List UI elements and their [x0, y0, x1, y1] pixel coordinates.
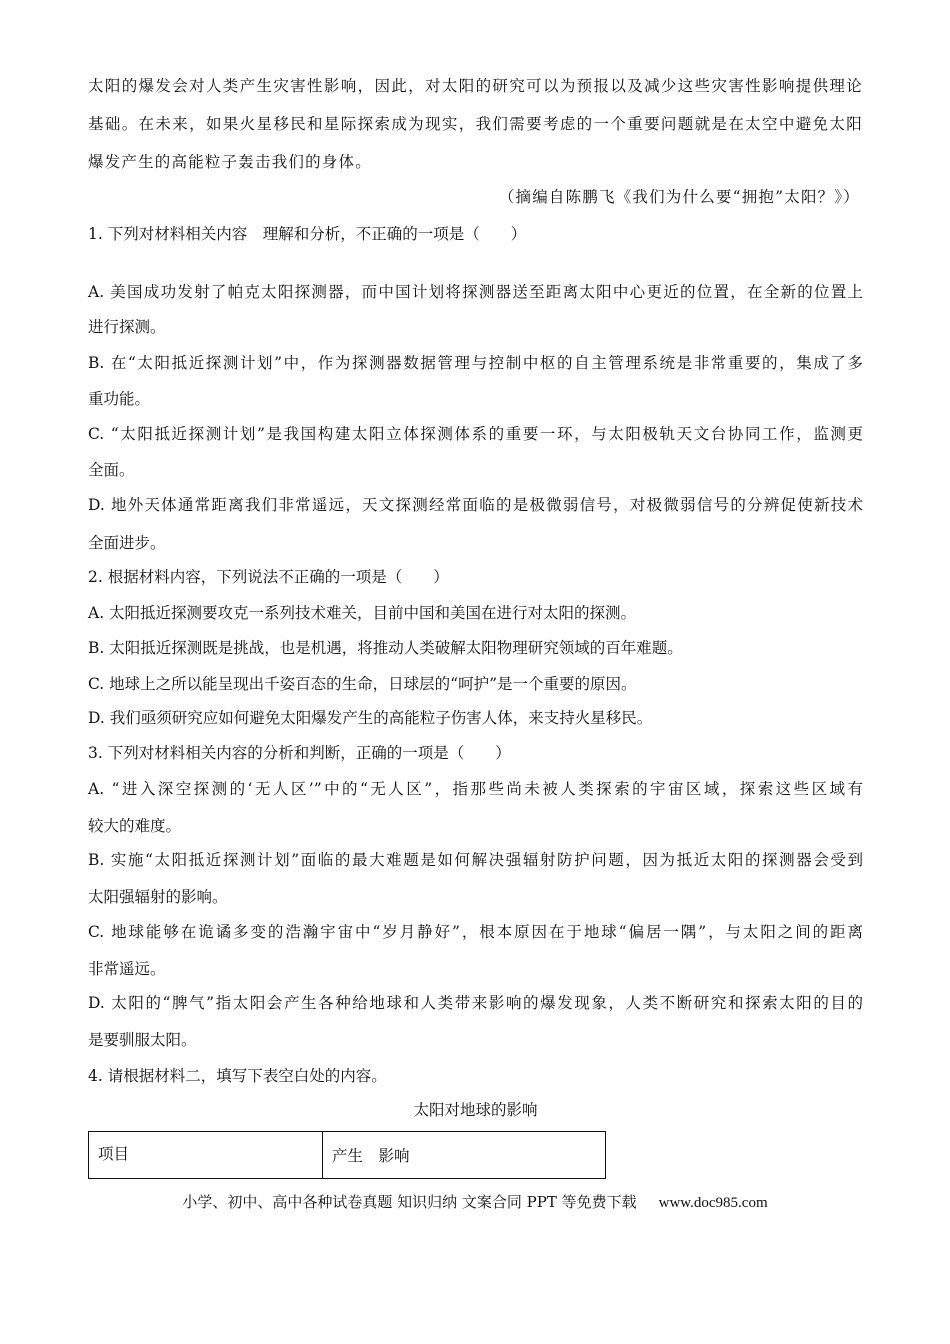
option-line: D. 地外天体通常距离我们非常遥远，天文探测经常面临的是极微弱信号，对极微弱信号的分辨促使新技术: [88, 496, 863, 514]
influence-table: [88, 1131, 606, 1179]
table-header-cell: 项目: [89, 1132, 323, 1179]
option-line: A. 美国成功发射了帕克太阳探测器，而中国计划将探测器送至距离太阳中心更近的位置，在全新的位置上: [88, 283, 863, 301]
option-line: 太阳强辐射的影响。: [88, 888, 228, 906]
option-line: 是要驯服太阳。: [88, 1031, 197, 1049]
table-caption: 太阳对地球的影响: [413, 1101, 538, 1119]
question-stem: 3. 下列对材料相关内容的分析和判断，正确的一项是（ ）: [88, 744, 511, 762]
option-line: 较大的难度。: [88, 817, 182, 835]
option-line: C. 地球上之所以能呈现出千姿百态的生命，日球层的“呵护”是一个重要的原因。: [88, 675, 637, 693]
option-line: A. 太阳抵近探测要攻克一系列技术难关，目前中国和美国在进行对太阳的探测。: [88, 604, 637, 622]
option-line: B. 太阳抵近探测既是挑战，也是机遇，将推动人类破解太阳物理研究领域的百年难题。: [88, 639, 683, 657]
option-line: A. “进入深空探测的‘无人区’”中的“无人区”，指那些尚未被人类探索的宇宙区域，探索这些区域有: [88, 780, 863, 798]
option-line: 全面。: [88, 461, 135, 479]
option-line: C. “太阳抵近探测计划”是我国构建太阳立体探测体系的重要一环，与太阳极轨天文台协同工作，监测更: [88, 425, 863, 443]
option-line: D. 我们亟须研究应如何避免太阳爆发产生的高能粒子伤害人体，来支持火星移民。: [88, 709, 653, 727]
passage-line: 太阳的爆发会对人类产生灾害性影响，因此，对太阳的研究可以为预报以及减少这些灾害性影响提供理论: [88, 77, 863, 95]
option-line: 全面进步。: [88, 534, 166, 552]
question-stem: 2. 根据材料内容，下列说法不正确的一项是（ ）: [88, 568, 449, 586]
passage-line: 爆发产生的高能粒子轰击我们的身体。: [88, 153, 372, 171]
option-line: B. 在“太阳抵近探测计划”中，作为探测器数据管理与控制中枢的自主管理系统是非常重要的，集成了多: [88, 354, 863, 372]
table-header-row: [89, 1132, 606, 1179]
table-header-cell: 产生 影响: [323, 1132, 606, 1179]
option-line: 非常遥远。: [88, 960, 166, 978]
option-line: C. 地球能够在诡谲多变的浩瀚宇宙中“岁月静好”，根本原因在于地球“偏居一隅”，与太阳之间的距离: [88, 923, 863, 941]
option-line: D. 太阳的“脾气”指太阳会产生各种给地球和人类带来影响的爆发现象，人类不断研究和探索太阳的目的: [88, 994, 863, 1012]
question-stem: 1. 下列对材料相关内容 理解和分析，不正确的一项是（ ）: [88, 225, 527, 243]
question-stem: 4. 请根据材料二，填写下表空白处的内容。: [88, 1067, 387, 1085]
footer-text: 小学、初中、高中各种试卷真题 知识归纳 文案合同 PPT 等免费下载: [182, 1193, 637, 1211]
page-footer: [0, 1192, 950, 1213]
option-line: 进行探测。: [88, 318, 166, 336]
footer-url[interactable]: www.doc985.com: [658, 1195, 768, 1211]
option-line: 重功能。: [88, 390, 151, 408]
passage-source: （摘编自陈鹏飞《我们为什么要“拥抱”太阳？》）: [498, 188, 860, 206]
option-line: B. 实施“太阳抵近探测计划”面临的最大难题是如何解决强辐射防护问题，因为抵近太阳的探测器会受到: [88, 851, 863, 869]
passage-line: 基础。在未来，如果火星移民和星际探索成为现实，我们需要考虑的一个重要问题就是在太空中避免太阳: [88, 115, 863, 133]
